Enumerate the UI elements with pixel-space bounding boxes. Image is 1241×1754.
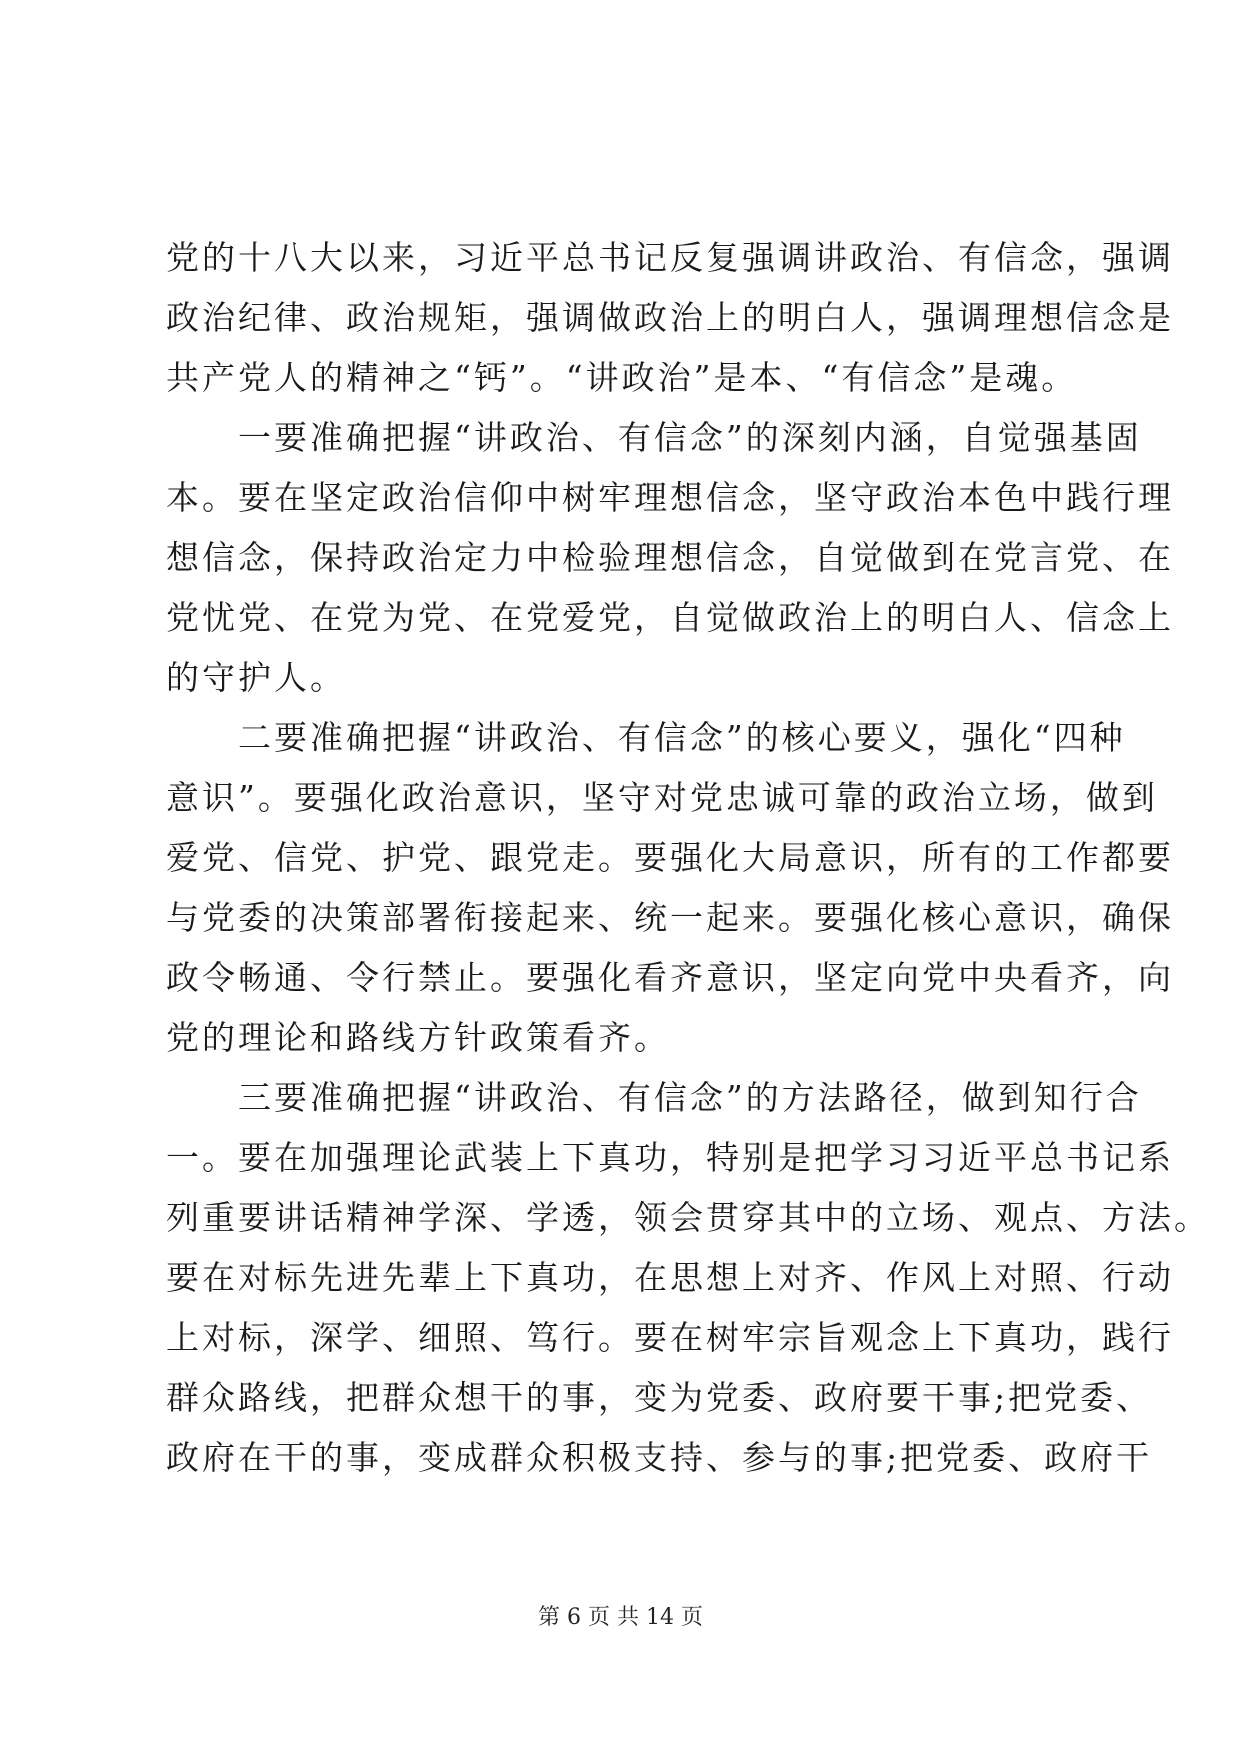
text-line: 二要准确把握“讲政治、有信念”的核心要义，强化“四种 <box>166 718 1126 757</box>
text-line: 与党委的决策部署衔接起来、统一起来。要强化核心意识，确保 <box>166 898 1174 937</box>
text-line: 要在对标先进先辈上下真功，在思想上对齐、作风上对照、行动 <box>166 1258 1174 1297</box>
text-line: 爱党、信党、护党、跟党走。要强化大局意识，所有的工作都要 <box>166 838 1174 877</box>
text-line: 上对标，深学、细照、笃行。要在树牢宗旨观念上下真功，践行 <box>166 1318 1174 1357</box>
text-line: 本。要在坚定政治信仰中树牢理想信念，坚守政治本色中践行理 <box>166 478 1174 517</box>
text-line: 党的理论和路线方针政策看齐。 <box>166 1018 670 1057</box>
text-line: 群众路线，把群众想干的事，变为党委、政府要干事;把党委、 <box>166 1378 1153 1417</box>
text-line: 共产党人的精神之“钙”。“讲政治”是本、“有信念”是魂。 <box>166 358 1078 397</box>
text-line: 一要准确把握“讲政治、有信念”的深刻内涵，自觉强基固 <box>166 418 1142 457</box>
text-line: 党忧党、在党为党、在党爱党，自觉做政治上的明白人、信念上 <box>166 598 1174 637</box>
page-number-footer: 第 6 页 共 14 页 <box>538 1605 703 1630</box>
text-line: 的守护人。 <box>166 658 346 697</box>
text-line: 政治纪律、政治规矩，强调做政治上的明白人，强调理想信念是 <box>166 298 1174 337</box>
text-line: 党的十八大以来，习近平总书记反复强调讲政治、有信念，强调 <box>166 238 1174 277</box>
text-line: 意识”。要强化政治意识，坚守对党忠诚可靠的政治立场，做到 <box>166 778 1158 817</box>
text-line: 一。要在加强理论武装上下真功，特别是把学习习近平总书记系 <box>166 1138 1174 1177</box>
text-line: 列重要讲话精神学深、学透，领会贯穿其中的立场、观点、方法。 <box>166 1198 1210 1237</box>
text-line: 政令畅通、令行禁止。要强化看齐意识，坚定向党中央看齐，向 <box>166 958 1174 997</box>
text-line: 政府在干的事，变成群众积极支持、参与的事;把党委、政府干 <box>166 1438 1153 1477</box>
text-line: 三要准确把握“讲政治、有信念”的方法路径，做到知行合 <box>166 1078 1142 1117</box>
text-line: 想信念，保持政治定力中检验理想信念，自觉做到在党言党、在 <box>166 538 1174 577</box>
